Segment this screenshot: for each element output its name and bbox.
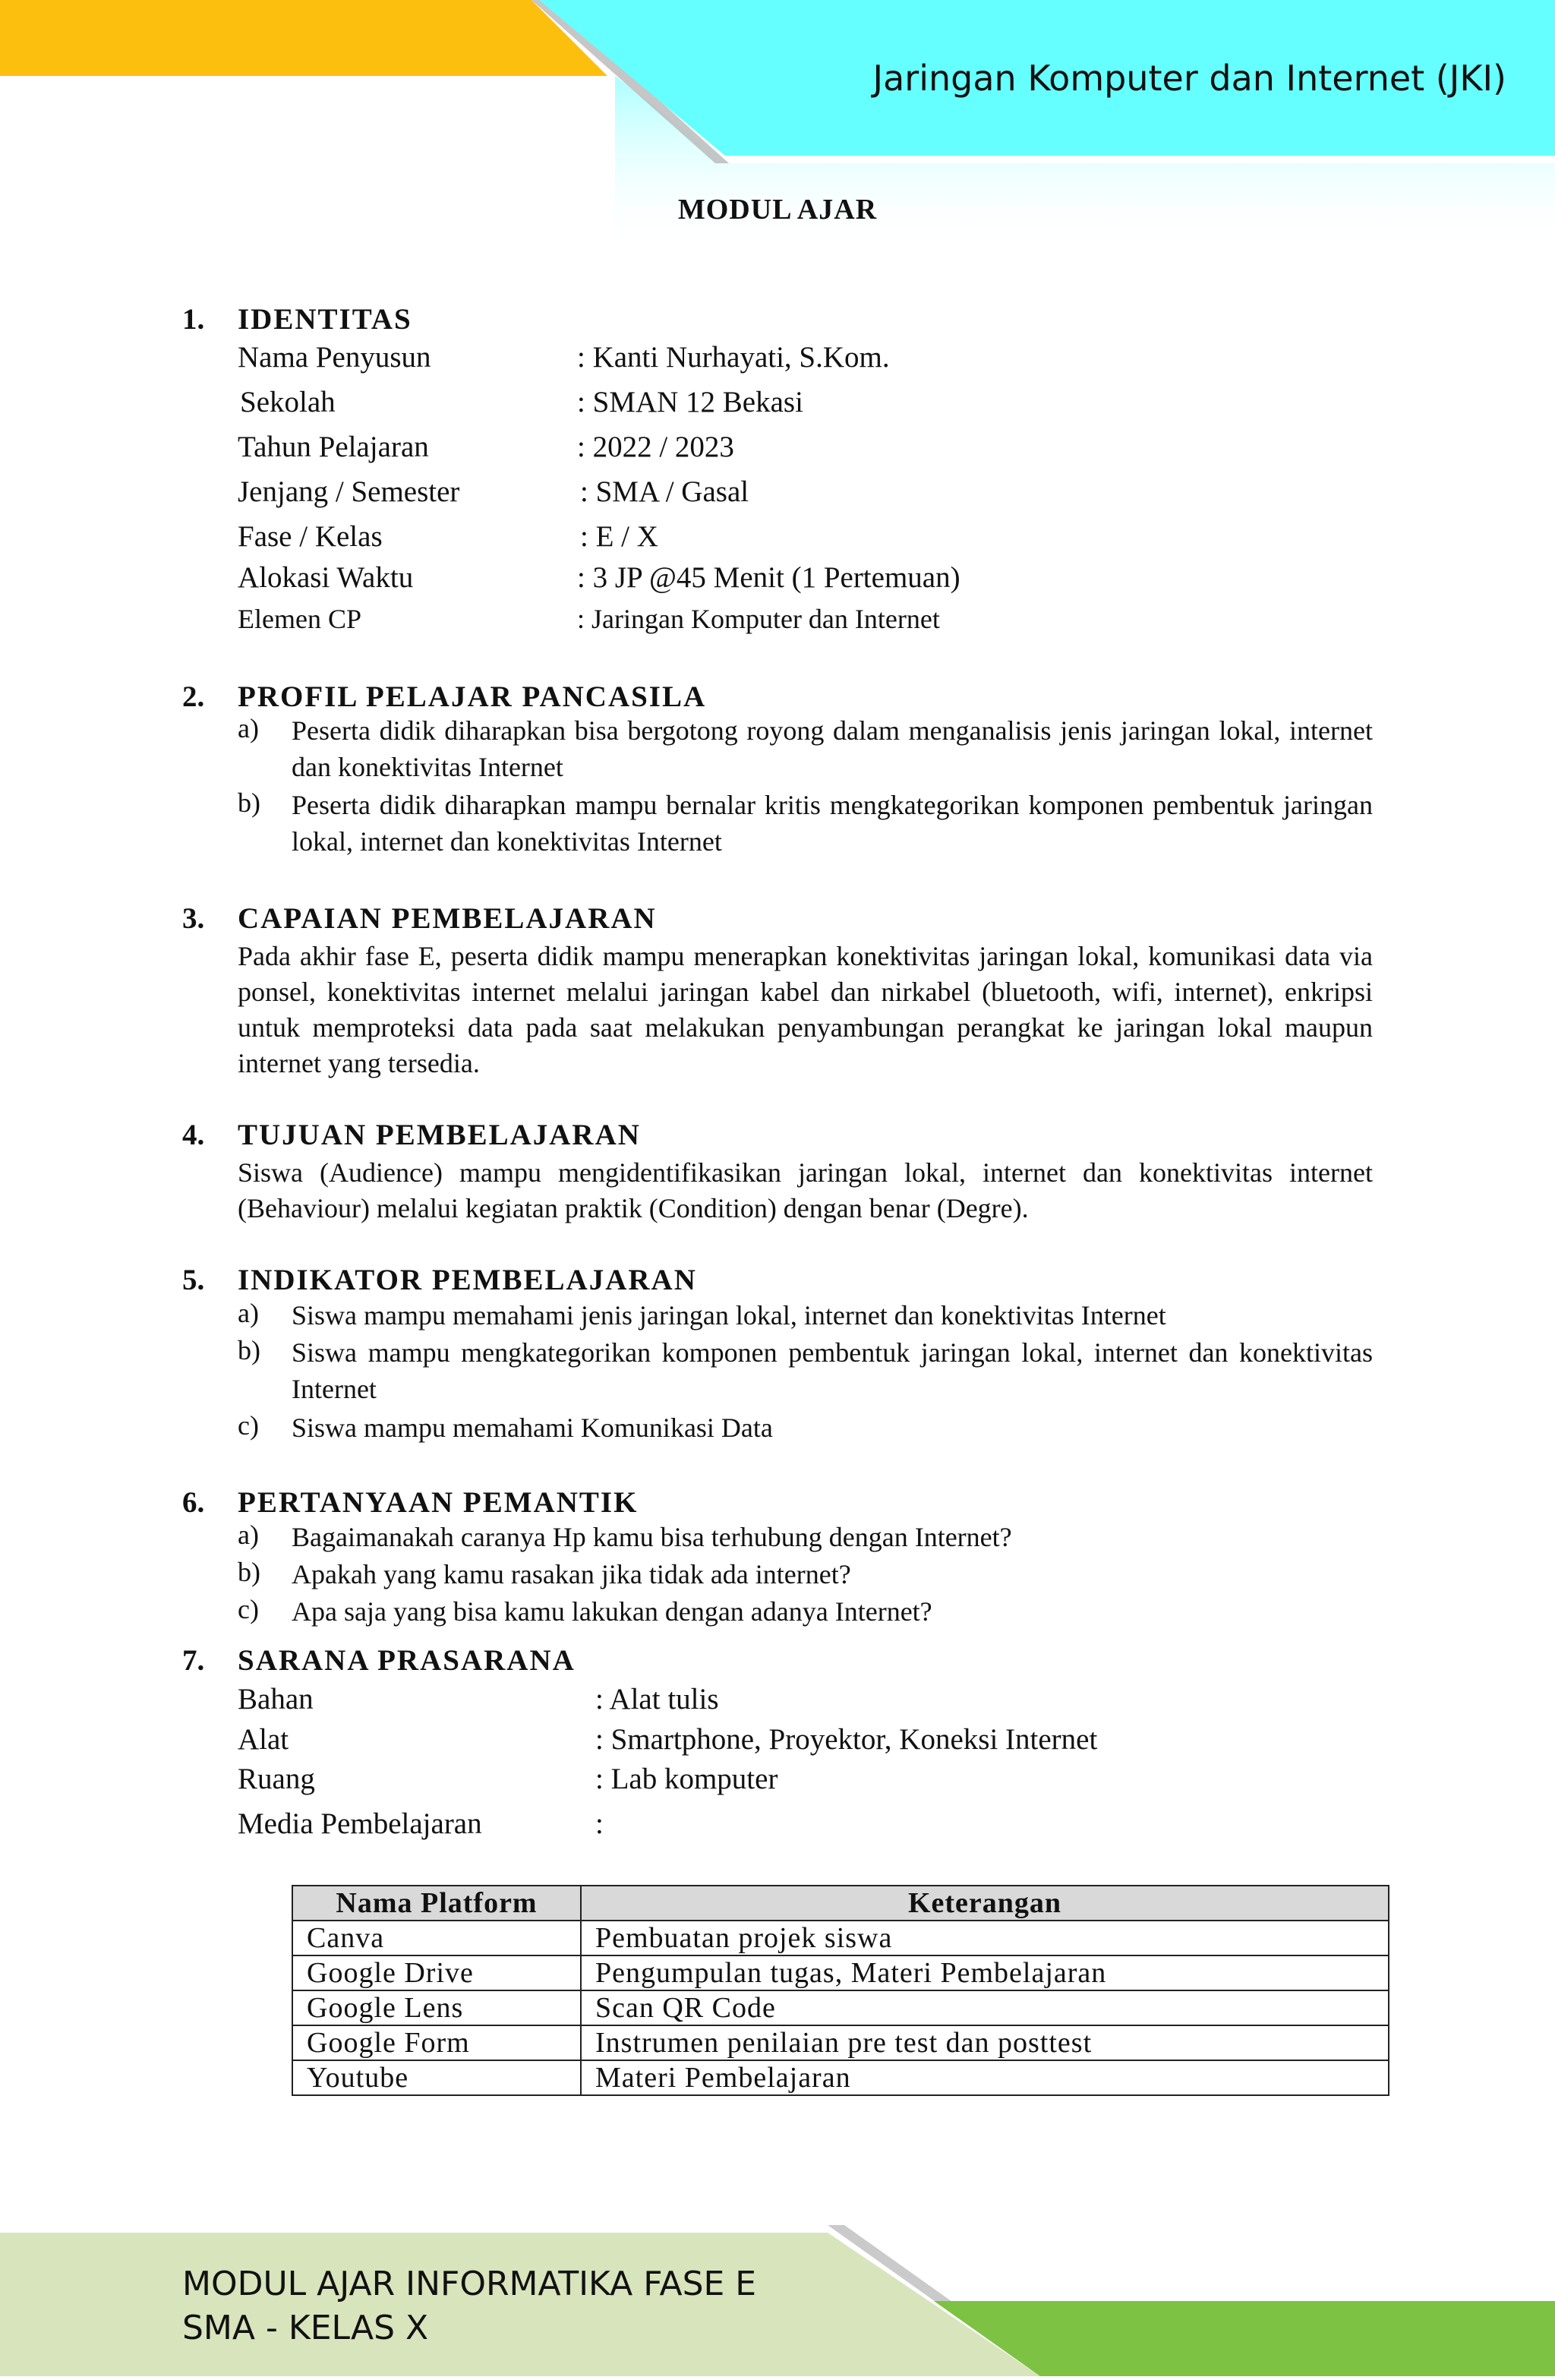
list-item: Siswa mampu mengkategorikan komponen pembentuk jaringan lokal, internet dan konektivitas Internet — [292, 1337, 1373, 1404]
section-heading-tujuan: TUJUAN PEMBELAJARAN — [238, 1119, 641, 1151]
field-value: : — [595, 1807, 604, 1840]
table-cell-platform: Google Lens — [292, 1990, 581, 2025]
list-marker: b) — [238, 1557, 260, 1587]
section-heading-pertanyaan: PERTANYAAN PEMANTIK — [238, 1486, 639, 1519]
list-item: Peserta didik diharapkan bisa bergotong royong dalam menganalisis jenis jaringan lokal, internet dan konektivitas Internet — [292, 715, 1373, 782]
field-label: Tahun Pelajaran — [238, 431, 429, 463]
field-label: Nama Penyusun — [238, 341, 431, 374]
table-row — [292, 1990, 1389, 2025]
section-number: 1. — [182, 303, 205, 336]
field-value: : Jaringan Komputer dan Internet — [577, 604, 940, 634]
list-marker: b) — [238, 1335, 260, 1365]
table-cell-description: Instrumen penilaian pre test dan posttest — [581, 2025, 1389, 2060]
list-item: Bagaimanakah caranya Hp kamu bisa terhubung dengan Internet? — [292, 1522, 1012, 1552]
table-row — [292, 2060, 1389, 2095]
field-value: : Alat tulis — [595, 1683, 719, 1716]
table-header-cell: Keterangan — [581, 1886, 1389, 1921]
footer-module-title: MODUL AJAR INFORMATIKA FASE E — [182, 2265, 757, 2303]
list-item: Apakah yang kamu rasakan jika tidak ada internet? — [292, 1559, 851, 1589]
field-value: : SMAN 12 Bekasi — [577, 386, 803, 418]
table-row — [292, 2025, 1389, 2060]
field-label: Ruang — [238, 1763, 315, 1795]
section-number: 2. — [182, 680, 205, 713]
field-label: Sekolah — [240, 386, 336, 418]
field-value: : Smartphone, Proyektor, Koneksi Internet — [595, 1723, 1098, 1756]
table-row — [292, 1921, 1389, 1955]
section-heading-sarana: SARANA PRASARANA — [238, 1644, 576, 1677]
section-heading-indikator: INDIKATOR PEMBELAJARAN — [238, 1264, 697, 1296]
section-number: 6. — [182, 1486, 205, 1519]
field-label: Alat — [238, 1723, 289, 1756]
footer-green-band — [934, 2301, 1555, 2376]
table-cell-platform: Canva — [292, 1921, 581, 1955]
section-heading-identitas: IDENTITAS — [238, 303, 412, 336]
section-heading-capaian: CAPAIAN PEMBELAJARAN — [238, 902, 657, 935]
list-item: Peserta didik diharapkan mampu bernalar kritis mengkategorikan komponen pembentuk jaringan lokal, internet dan konektivitas Internet — [292, 790, 1373, 857]
field-label: Elemen CP — [238, 604, 361, 634]
list-item: Apa saja yang bisa kamu lakukan dengan adanya Internet? — [292, 1596, 932, 1627]
page-footer — [0, 2225, 1555, 2376]
list-marker: a) — [238, 1520, 259, 1550]
field-value: : Lab komputer — [595, 1763, 778, 1795]
section-paragraph: Pada akhir fase E, peserta didik mampu menerapkan konektivitas jaringan lokal, komunikasi data via ponsel, konektivitas internet melalui jaringan kabel dan nirkabel (bluetooth, wifi, internet), enkripsi untuk memproteksi data pada saat melakukan penyambungan perangkat ke jaringan lokal maupun internet yang tersedia. — [238, 941, 1373, 1078]
section-number: 3. — [182, 902, 205, 935]
list-marker: a) — [238, 713, 259, 743]
section-number: 5. — [182, 1264, 205, 1296]
media-table — [292, 1885, 1389, 2096]
header-orange-band — [0, 0, 607, 76]
table-row — [292, 1955, 1389, 1990]
footer-class-label: SMA - KELAS X — [182, 2309, 429, 2347]
field-value: : 2022 / 2023 — [577, 431, 734, 463]
list-marker: b) — [238, 788, 260, 818]
table-cell-description: Scan QR Code — [581, 1990, 1389, 2025]
list-item: Siswa mampu memahami jenis jaringan lokal, internet dan konektivitas Internet — [292, 1300, 1166, 1330]
section-number: 4. — [182, 1119, 205, 1151]
table-header-cell: Nama Platform — [292, 1886, 581, 1921]
table-cell-platform: Google Drive — [292, 1955, 581, 1990]
field-label: Bahan — [238, 1683, 314, 1716]
field-label: Alokasi Waktu — [238, 561, 414, 594]
list-item: Siswa mampu memahami Komunikasi Data — [292, 1413, 773, 1443]
field-label: Media Pembelajaran — [238, 1807, 482, 1840]
table-cell-description: Pengumpulan tugas, Materi Pembelajaran — [581, 1955, 1389, 1990]
header-subject-title: Jaringan Komputer dan Internet (JKI) — [872, 58, 1506, 99]
table-cell-description: Materi Pembelajaran — [581, 2060, 1389, 2095]
field-value: : Kanti Nurhayati, S.Kom. — [577, 341, 890, 374]
section-number: 7. — [182, 1644, 205, 1677]
field-value: : SMA / Gasal — [580, 475, 749, 508]
table-cell-platform: Youtube — [292, 2060, 581, 2095]
table-header-row — [292, 1886, 1389, 1921]
field-value: : E / X — [580, 520, 658, 553]
section-paragraph: Siswa (Audience) mampu mengidentifikasikan jaringan lokal, internet dan konektivitas internet (Behaviour) melalui kegiatan praktik (Condition) dengan benar (Degre). — [238, 1157, 1373, 1223]
field-label: Jenjang / Semester — [238, 475, 460, 508]
field-value: : 3 JP @45 Menit (1 Pertemuan) — [577, 561, 960, 594]
list-marker: a) — [238, 1298, 259, 1328]
section-heading-profil: PROFIL PELAJAR PANCASILA — [238, 680, 707, 713]
table-cell-description: Pembuatan projek siswa — [581, 1921, 1389, 1955]
list-marker: c) — [238, 1594, 259, 1624]
list-marker: c) — [238, 1410, 259, 1441]
table-cell-platform: Google Form — [292, 2025, 581, 2060]
field-label: Fase / Kelas — [238, 520, 383, 553]
document-title: MODUL AJAR — [677, 194, 878, 226]
